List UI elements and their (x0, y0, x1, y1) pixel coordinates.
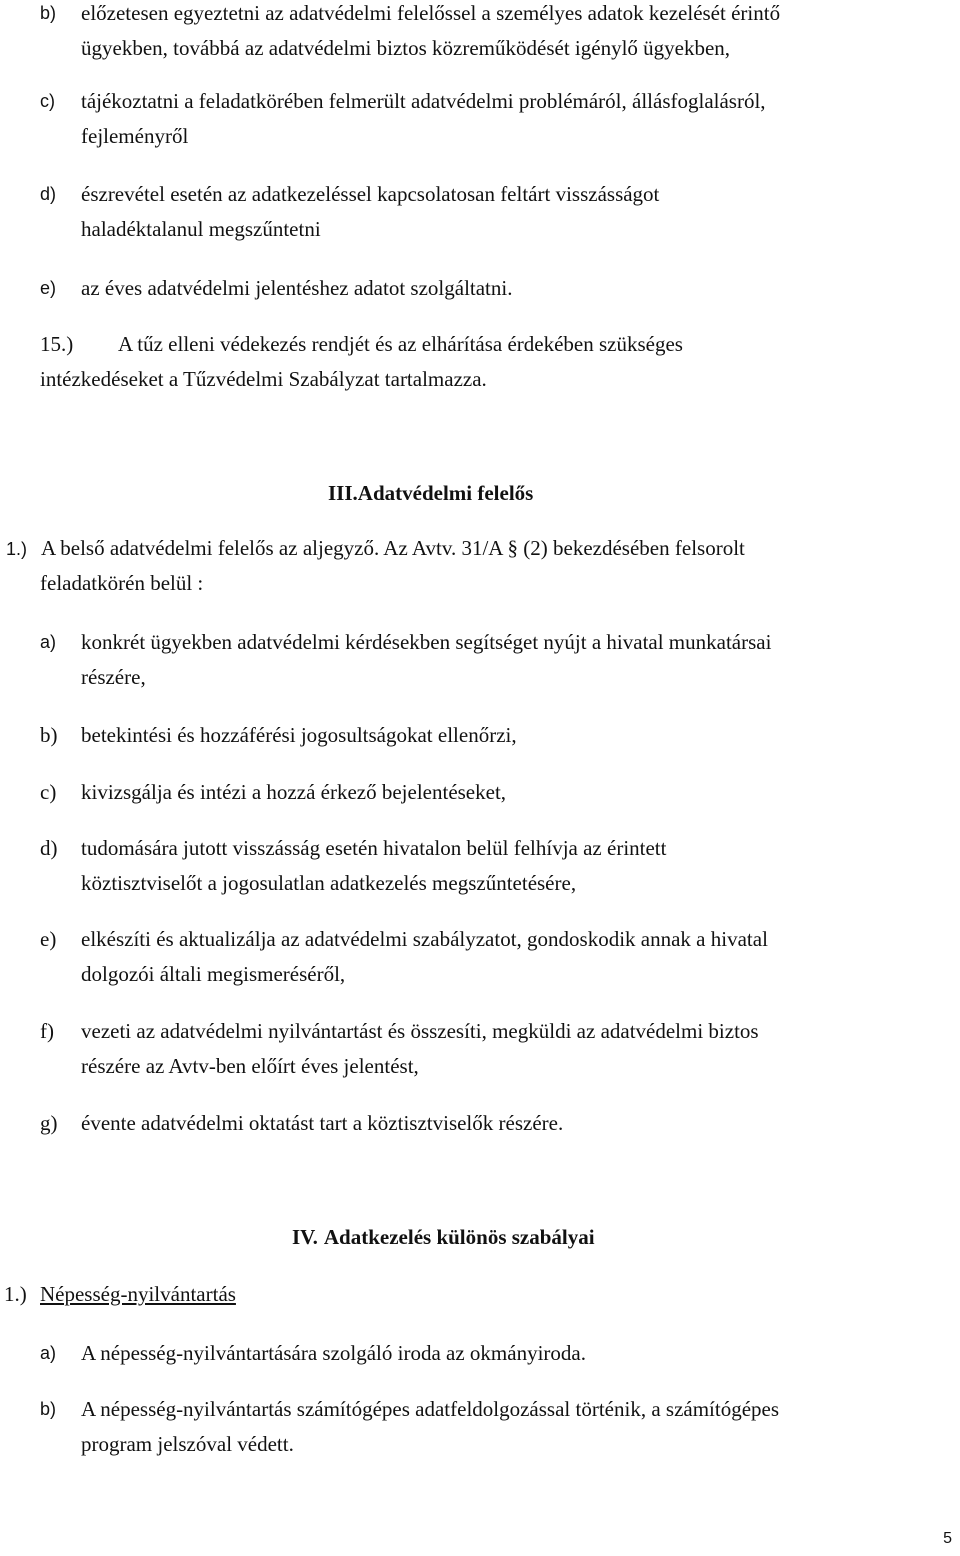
item-marker: c) (40, 91, 55, 111)
item-marker: b) (40, 723, 58, 747)
subsection-title: Népesség-nyilvántartás (40, 1282, 236, 1306)
subsection-heading (4, 1277, 236, 1312)
item-text: konkrét ügyekben adatvédelmi kérdésekben segítséget nyújt a hivatal munkatársai részére, (81, 630, 772, 689)
item-marker: e) (40, 927, 57, 951)
item-text: A népesség-nyilvántartás számítógépes adatfeldolgozással történik, a számítógépes program jelszóval védett. (81, 1397, 780, 1456)
section-title: Adatkezelés különös szabályai (323, 1225, 595, 1249)
item-text: tudomására jutott visszásság esetén hivatalon belül felhívja az érintett köztisztviselőt a jogosulatlan adatkezelés megszűntetésére, (81, 836, 667, 895)
item-marker: b) (40, 3, 57, 23)
item-marker: g) (40, 1111, 58, 1135)
item-marker: e) (40, 278, 57, 298)
item-text: észrevétel esetén az adatkezeléssel kapcsolatosan feltárt visszásságot haladéktalanul megszűntetni (81, 182, 660, 241)
section-numeral: III. (328, 481, 358, 505)
paragraph-number: 15.) (40, 332, 74, 356)
page-number: 5 (943, 1530, 952, 1547)
item-marker: a) (40, 1343, 57, 1363)
item-text: tájékoztatni a feladatkörében felmerült adatvédelmi problémáról, állásfoglalásról, fejleményről (81, 89, 766, 148)
intro-number: 1.) (6, 539, 28, 559)
item-marker: a) (40, 632, 57, 652)
item-marker: c) (40, 780, 57, 804)
item-text: előzetesen egyeztetni az adatvédelmi felelőssel a személyes adatok kezelését érintő ügyekben, továbbá az adatvédelmi biztos közreműködését igénylő ügyekben, (81, 1, 781, 60)
item-marker: d) (40, 184, 57, 204)
paragraph-15-continued: intézkedéseket a Tűzvédelmi Szabályzat tartalmazza. (40, 367, 487, 391)
intro-line: A belső adatvédelmi felelős az aljegyző. Az Avtv. 31/A § (2) bekezdésében felsorolt (41, 536, 745, 560)
item-text: kivizsgálja és intézi a hozzá érkező bejelentéseket, (81, 780, 507, 804)
section-iii-intro-continued: feladatkörén belül : (40, 571, 204, 595)
item-text: évente adatvédelmi oktatást tart a köztisztviselők részére. (81, 1111, 564, 1135)
section-heading-iv (292, 1222, 595, 1252)
item-text: az éves adatvédelmi jelentéshez adatot szolgáltatni. (81, 276, 513, 300)
section-numeral: IV. (292, 1225, 318, 1249)
section-heading-iii (328, 478, 533, 508)
item-marker: d) (40, 836, 58, 860)
section-title: Adatvédelmi felelős (357, 481, 534, 505)
item-text: A népesség-nyilvántartására szolgáló iroda az okmányiroda. (81, 1341, 586, 1365)
item-text: elkészíti és aktualizálja az adatvédelmi szabályzatot, gondoskodik annak a hivatal dolgozói általi megismeréséről, (81, 927, 768, 986)
subsection-number: 1.) (4, 1282, 27, 1306)
paragraph-line: A tűz elleni védekezés rendjét és az elhárítása érdekében szükséges (118, 332, 683, 356)
item-marker: b) (40, 1399, 57, 1419)
item-text: vezeti az adatvédelmi nyilvántartást és összesíti, megküldi az adatvédelmi biztos részére az Avtv-ben előírt éves jelentést, (81, 1019, 759, 1078)
paragraph-15 (40, 327, 683, 362)
item-marker: f) (40, 1019, 54, 1043)
section-iii-intro (6, 531, 745, 567)
item-text: betekintési és hozzáférési jogosultságokat ellenőrzi, (81, 723, 517, 747)
